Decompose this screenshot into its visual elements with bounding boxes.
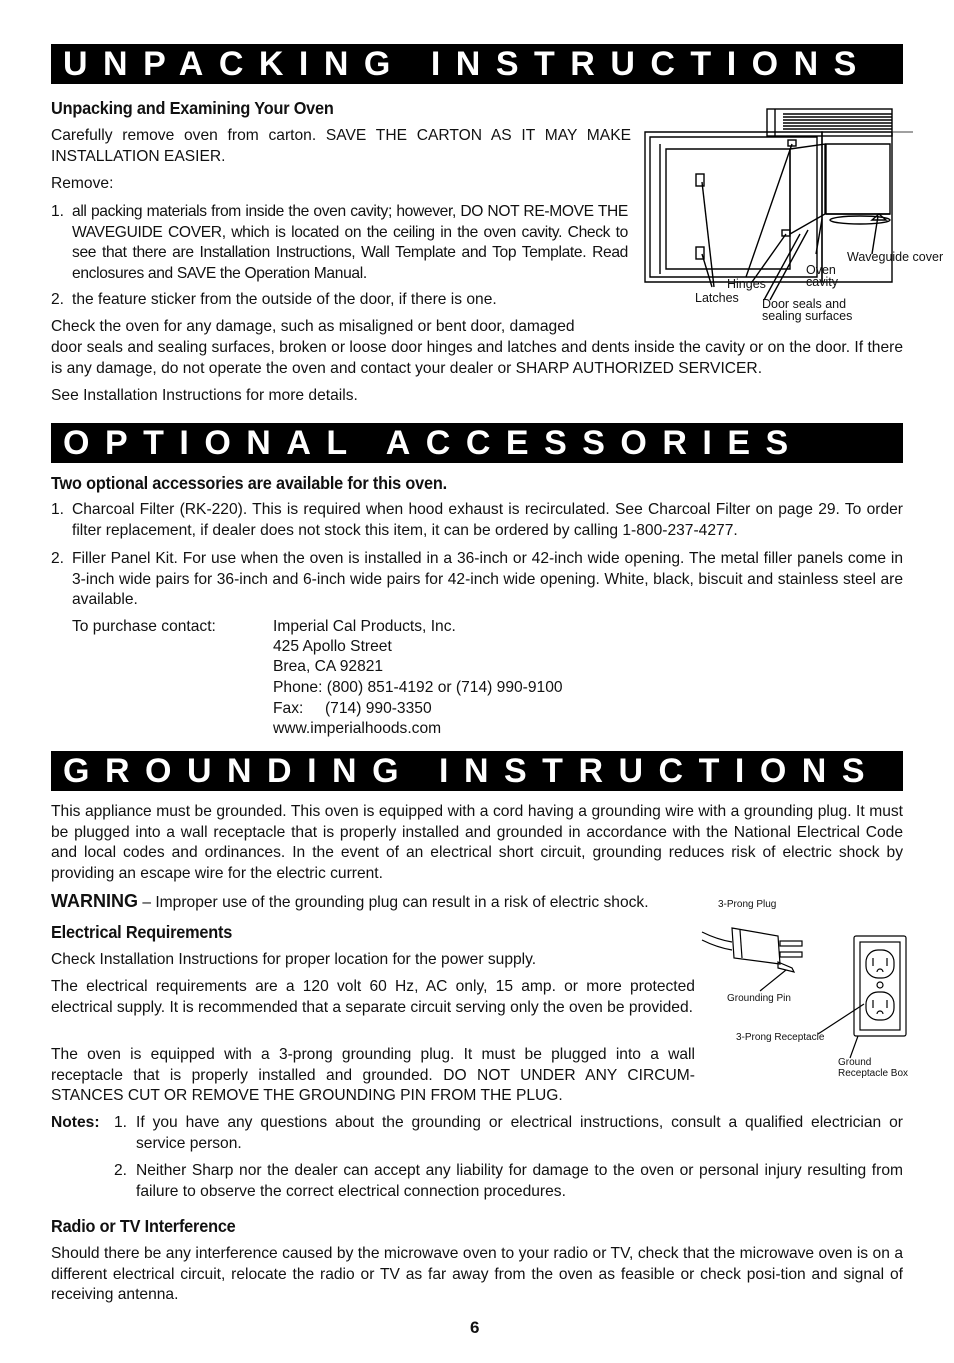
oven-diagram [640, 104, 930, 328]
unpacking-check-line: Check the oven for any damage, such as misaligned or bent door, damaged [51, 318, 575, 335]
notes-label: Notes: [51, 1114, 100, 1131]
label-oven-cavity: Oven cavity [806, 263, 838, 289]
warning-label: WARNING [51, 891, 138, 911]
accessories-banner: OPTIONAL ACCESSORIES [51, 423, 903, 463]
electrical-requirements-title: Electrical Requirements [51, 922, 233, 942]
unpacking-item-1-number: 1. [51, 203, 65, 220]
contact-website[interactable]: www.imperialhoods.com [273, 720, 442, 737]
contact-street: 425 Apollo Street [273, 638, 392, 655]
accessory-2-number: 2. [51, 550, 65, 567]
contact-label: To purchase contact: [72, 618, 216, 635]
label-ground-receptacle-box: Ground Receptacle Box [838, 1057, 909, 1079]
label-latches: Latches [695, 291, 739, 305]
accessories-subtitle: Two optional accessories are available for this oven. [51, 473, 447, 493]
label-grounding-pin: Grounding Pin [727, 993, 791, 1004]
unpacking-intro: Carefully remove oven from carton. SAVE THE CARTON AS IT MAY MAKE INSTALLATION EASIER. [51, 127, 631, 165]
note-1-number: 1. [114, 1114, 128, 1131]
contact-phone: Phone: (800) 851-4192 or (714) 990-9100 [273, 679, 563, 696]
electrical-p2: The electrical requirements are a 120 volt 60 Hz, AC only, 15 amp. or more protected electrical supply. It is recommended that a separate circuit serving only the oven be provided. [51, 978, 695, 1016]
warning-line [51, 890, 649, 914]
contact-fax: Fax: (714) 990-3350 [273, 700, 432, 717]
unpacking-item-2: the feature sticker from the outside of the door, if there is one. [72, 291, 497, 308]
unpacking-subtitle: Unpacking and Examining Your Oven [51, 98, 334, 118]
note-2: Neither Sharp nor the dealer can accept any liability for damage to the oven or personal injury resulting from failure to observe the correct electrical connection procedures. [136, 1162, 903, 1200]
plug-diagram [700, 906, 912, 1074]
warning-text: – Improper use of the grounding plug can result in a risk of electric shock. [142, 894, 649, 911]
unpacking-banner: UNPACKING INSTRUCTIONS [51, 44, 903, 84]
note-1: If you have any questions about the grounding or electrical instructions, consult a qualified electrician or service person. [136, 1114, 903, 1152]
label-3-prong-plug: 3-Prong Plug [718, 899, 777, 910]
oven-door-outline [645, 132, 822, 282]
receptacle-box [854, 936, 906, 1036]
accessory-1-number: 1. [51, 501, 65, 518]
note-2-number: 2. [114, 1162, 128, 1179]
unpacking-remove-label: Remove: [51, 175, 114, 192]
accessory-1: Charcoal Filter (RK-220). This is required when hood exhaust is recirculated. See Charcoal Filter on page 29. To order filter replacement, if dealer does not stock this item, it can be ordered by calling 1-800-237-4277. [72, 501, 903, 539]
contact-city: Brea, CA 92821 [273, 658, 384, 675]
radio-tv-title: Radio or TV Interference [51, 1216, 236, 1236]
label-waveguide-cover: Waveguide cover [847, 250, 944, 264]
label-door-seals: Door seals and sealing surfaces [762, 297, 853, 323]
accessory-2: Filler Panel Kit. For use when the oven is installed in a 36-inch or 42-inch wide opening. The metal filler panels come in 3-inch wide pairs for 36-inch and 6-inch wide pairs for 42-inch wide opening. White, black, biscuit and stainless steel are available. [72, 550, 903, 608]
page-number: 6 [470, 1318, 480, 1337]
label-3-prong-receptacle: 3-Prong Receptacle [736, 1032, 825, 1043]
radio-tv-text: Should there be any interference caused by the microwave oven to your radio or TV, check that the microwave oven is on a different electrical circuit, relocate the radio or TV as far away from the oven as feasible or check posi-tion and signal of receiving antenna. [51, 1245, 903, 1303]
unpacking-see-more: See Installation Instructions for more details. [51, 387, 358, 404]
plug-body [732, 928, 780, 964]
grounding-banner: GROUNDING INSTRUCTIONS [51, 751, 903, 791]
unpacking-check-rest: door seals and sealing surfaces, broken or loose door hinges and latches and dents inside the cavity or on the door. If there is any damage, do not operate the oven and contact your dealer or SHARP AUTHORIZED SERVICER. [51, 339, 903, 377]
unpacking-item-2-number: 2. [51, 291, 65, 308]
electrical-p1: Check Installation Instructions for proper location for the power supply. [51, 951, 537, 968]
label-hinges: Hinges [727, 277, 766, 291]
unpacking-item-1: all packing materials from inside the oven cavity; however, DO NOT RE-MOVE THE WAVEGUIDE COVER, which is located on the ceiling in the oven cavity. Check to see that there are Installation Instructions, Wall Template and Top Template. Read enclosures and SAVE the Operation Manual. [72, 203, 628, 282]
grounding-intro: This appliance must be grounded. This oven is equipped with a cord having a grounding wire with a grounding plug. It must be plugged into a wall receptacle that is properly installed and grounded in accordance with the National Electrical Code and local codes and ordinances. In the event of an electrical short circuit, grounding reduces risk of electric shock by providing an escape wire for the electric current. [51, 803, 903, 882]
electrical-p3: The oven is equipped with a 3-prong grounding plug. It must be plugged into a wall receptacle that is properly installed and grounded. DO NOT UNDER ANY CIRCUM-STANCES CUT OR REMOVE THE GROUNDING PIN FROM THE PLUG. [51, 1046, 695, 1104]
contact-company: Imperial Cal Products, Inc. [273, 618, 456, 635]
